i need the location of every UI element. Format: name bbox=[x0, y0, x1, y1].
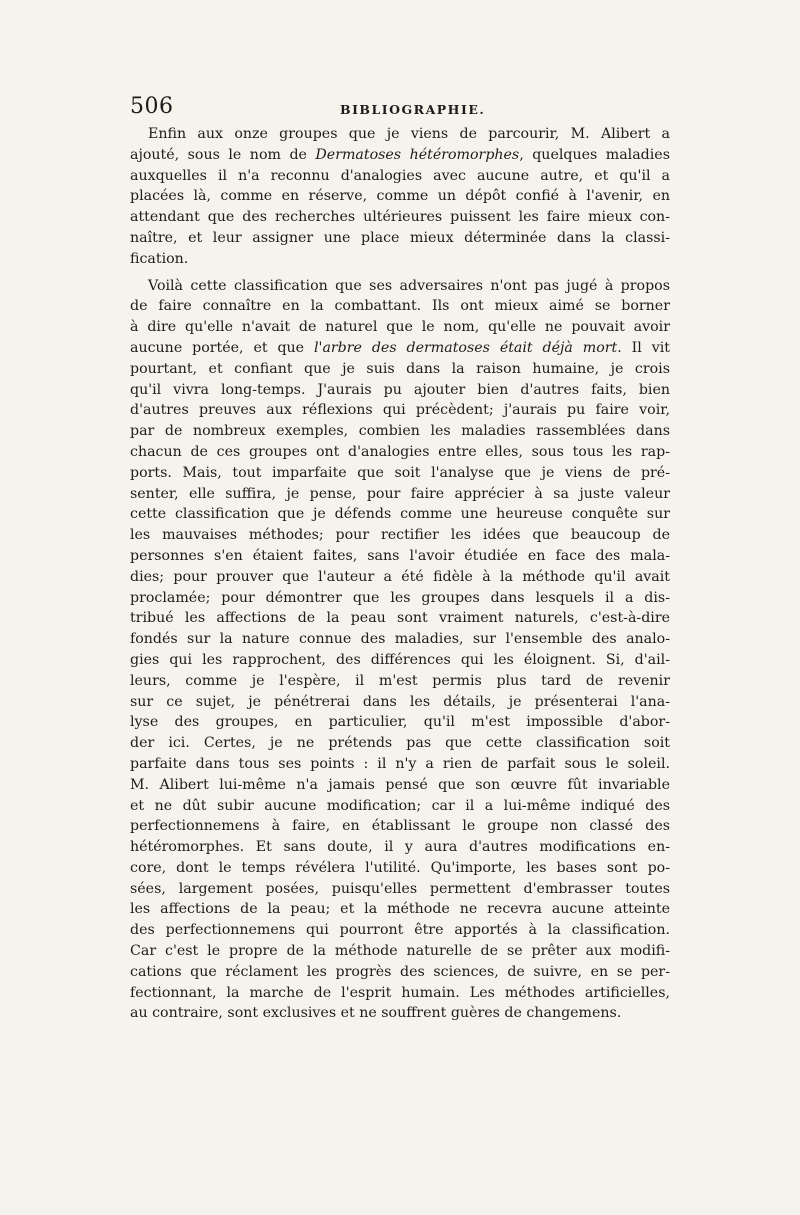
page-header bbox=[130, 94, 670, 122]
text-segment: qu'il vivra long-temps. J'aurais pu ajouter bien d'autres faits, bien bbox=[130, 381, 670, 398]
text-line bbox=[130, 276, 670, 297]
text-segment: proclamée; pour démontrer que les groupes dans lesquels il a dis- bbox=[130, 589, 670, 606]
text-segment: M. Alibert lui-même n'a jamais pensé que son œuvre fût invariable bbox=[130, 776, 670, 793]
text-segment: fication. bbox=[130, 250, 189, 267]
text-segment: fondés sur la nature connue des maladies, sur l'ensemble des analo- bbox=[130, 631, 670, 648]
text-segment: Enfin aux onze groupes que je viens de parcourir, M. Alibert a bbox=[148, 126, 670, 142]
text-line bbox=[130, 962, 670, 983]
text-segment: der ici. Certes, je ne prétends pas que cette classification soit bbox=[130, 735, 670, 752]
text-segment: auxquelles il n'a reconnu d'analogies avec aucune autre, et qu'il a bbox=[130, 167, 670, 184]
text-segment: de faire connaître en la combattant. Ils ont mieux aimé se borner bbox=[130, 298, 670, 315]
text-line bbox=[130, 629, 670, 650]
italic-text: l'arbre des dermatoses était déjà mort. bbox=[314, 339, 622, 356]
text-segment: d'autres preuves aux réflexions qui précèdent; j'aurais pu faire voir, bbox=[130, 402, 670, 419]
text-line bbox=[130, 400, 670, 421]
text-segment: attendant que des recherches ultérieures puissent les faire mieux con- bbox=[130, 209, 670, 226]
text-segment: Voilà cette classification que ses adversaires n'ont pas jugé à propos bbox=[148, 277, 670, 294]
text-segment: aucune portée, et que bbox=[130, 339, 314, 356]
text-segment: au contraire, sont exclusives et ne souffrent guères de changemens. bbox=[130, 1005, 622, 1022]
text-line bbox=[130, 546, 670, 567]
text-line bbox=[130, 712, 670, 733]
text-segment: et ne dût subir aucune modification; car il a lui-même indiqué des bbox=[130, 797, 670, 814]
text-line bbox=[130, 796, 670, 817]
text-line bbox=[130, 484, 670, 505]
text-line bbox=[130, 816, 670, 837]
text-segment: les affections de la peau; et la méthode ne recevra aucune atteinte bbox=[130, 901, 670, 918]
text-line bbox=[130, 338, 670, 359]
text-segment: ajouté, sous le nom de bbox=[130, 146, 316, 163]
text-segment: sées, largement posées, puisqu'elles permettent d'embrasser toutes bbox=[130, 880, 670, 897]
text-line bbox=[130, 207, 670, 228]
text-line bbox=[130, 983, 670, 1004]
text-segment: Il vit bbox=[621, 339, 670, 356]
text-segment: tribué les affections de la peau sont vraiment naturels, c'est-à-dire bbox=[130, 610, 670, 627]
text-segment: Car c'est le propre de la méthode naturelle de se prêter aux modifi- bbox=[130, 943, 670, 960]
text-line bbox=[130, 380, 670, 401]
text-line bbox=[130, 588, 670, 609]
text-line bbox=[130, 858, 670, 879]
text-line bbox=[130, 124, 670, 145]
body-text bbox=[130, 124, 670, 1024]
text-line bbox=[130, 733, 670, 754]
text-line bbox=[130, 145, 670, 166]
text-segment: core, dont le temps révélera l'utilité. Qu'importe, les bases sont po- bbox=[130, 859, 670, 876]
text-segment: senter, elle suffira, je pense, pour faire apprécier à sa juste valeur bbox=[130, 485, 670, 502]
text-segment: ports. Mais, tout imparfaite que soit l'analyse que je viens de pré- bbox=[130, 464, 670, 481]
text-line bbox=[130, 504, 670, 525]
text-segment: naître, et leur assigner une place mieux déterminée dans la classi- bbox=[130, 229, 670, 246]
text-line bbox=[130, 899, 670, 920]
text-segment: pourtant, et confiant que je suis dans la raison humaine, je crois bbox=[130, 360, 670, 377]
running-title: BIBLIOGRAPHIE. bbox=[340, 102, 486, 117]
text-segment: fectionnant, la marche de l'esprit humain. Les méthodes artificielles, bbox=[130, 984, 670, 1001]
text-segment: à dire qu'elle n'avait de naturel que le nom, qu'elle ne pouvait avoir bbox=[130, 319, 670, 336]
paragraph bbox=[130, 276, 670, 1025]
text-line bbox=[130, 671, 670, 692]
text-line bbox=[130, 296, 670, 317]
text-line bbox=[130, 249, 670, 270]
text-line bbox=[130, 421, 670, 442]
text-line bbox=[130, 692, 670, 713]
text-line bbox=[130, 1003, 670, 1024]
text-line bbox=[130, 186, 670, 207]
text-line bbox=[130, 941, 670, 962]
text-segment: chacun de ces groupes ont d'analogies entre elles, sous tous les rap- bbox=[130, 443, 670, 460]
text-line bbox=[130, 879, 670, 900]
text-segment: par de nombreux exemples, combien les maladies rassemblées dans bbox=[130, 423, 670, 440]
text-segment: lyse des groupes, en particulier, qu'il m'est impossible d'abor- bbox=[130, 714, 670, 731]
text-line bbox=[130, 442, 670, 463]
text-line bbox=[130, 775, 670, 796]
text-segment: placées là, comme en réserve, comme un dépôt confié à l'avenir, en bbox=[130, 188, 670, 205]
paragraph bbox=[130, 124, 670, 270]
text-line bbox=[130, 650, 670, 671]
italic-text: Dermatoses hétéromorphes bbox=[315, 146, 520, 163]
text-line bbox=[130, 228, 670, 249]
text-line bbox=[130, 754, 670, 775]
text-segment: personnes s'en étaient faites, sans l'avoir étudiée en face des mala- bbox=[130, 547, 670, 564]
text-segment: les mauvaises méthodes; pour rectifier les idées que beaucoup de bbox=[130, 527, 670, 544]
text-segment: des perfectionnemens qui pourront être apportés à la classification. bbox=[130, 922, 670, 939]
text-line bbox=[130, 317, 670, 338]
text-segment: dies; pour prouver que l'auteur a été fidèle à la méthode qu'il avait bbox=[130, 568, 670, 585]
text-line bbox=[130, 166, 670, 187]
text-segment: gies qui les rapprochent, des différences qui les éloignent. Si, d'ail- bbox=[130, 651, 670, 668]
text-segment: , quelques maladies bbox=[519, 146, 670, 163]
text-line bbox=[130, 567, 670, 588]
text-segment: perfectionnemens à faire, en établissant le groupe non classé des bbox=[130, 818, 670, 835]
page-number: 506 bbox=[130, 94, 174, 119]
text-segment: parfaite dans tous ses points : il n'y a rien de parfait sous le soleil. bbox=[130, 755, 670, 772]
text-line bbox=[130, 525, 670, 546]
text-line bbox=[130, 463, 670, 484]
text-segment: leurs, comme je l'espère, il m'est permis plus tard de revenir bbox=[130, 672, 670, 689]
text-line bbox=[130, 608, 670, 629]
text-line bbox=[130, 359, 670, 380]
text-segment: cette classification que je défends comme une heureuse conquête sur bbox=[130, 506, 670, 523]
text-line bbox=[130, 920, 670, 941]
text-segment: cations que réclament les progrès des sciences, de suivre, en se per- bbox=[130, 963, 670, 980]
text-segment: sur ce sujet, je pénétrerai dans les détails, je présenterai l'ana- bbox=[130, 693, 670, 710]
text-line bbox=[130, 837, 670, 858]
text-segment: hétéromorphes. Et sans doute, il y aura d'autres modifications en- bbox=[130, 839, 670, 856]
